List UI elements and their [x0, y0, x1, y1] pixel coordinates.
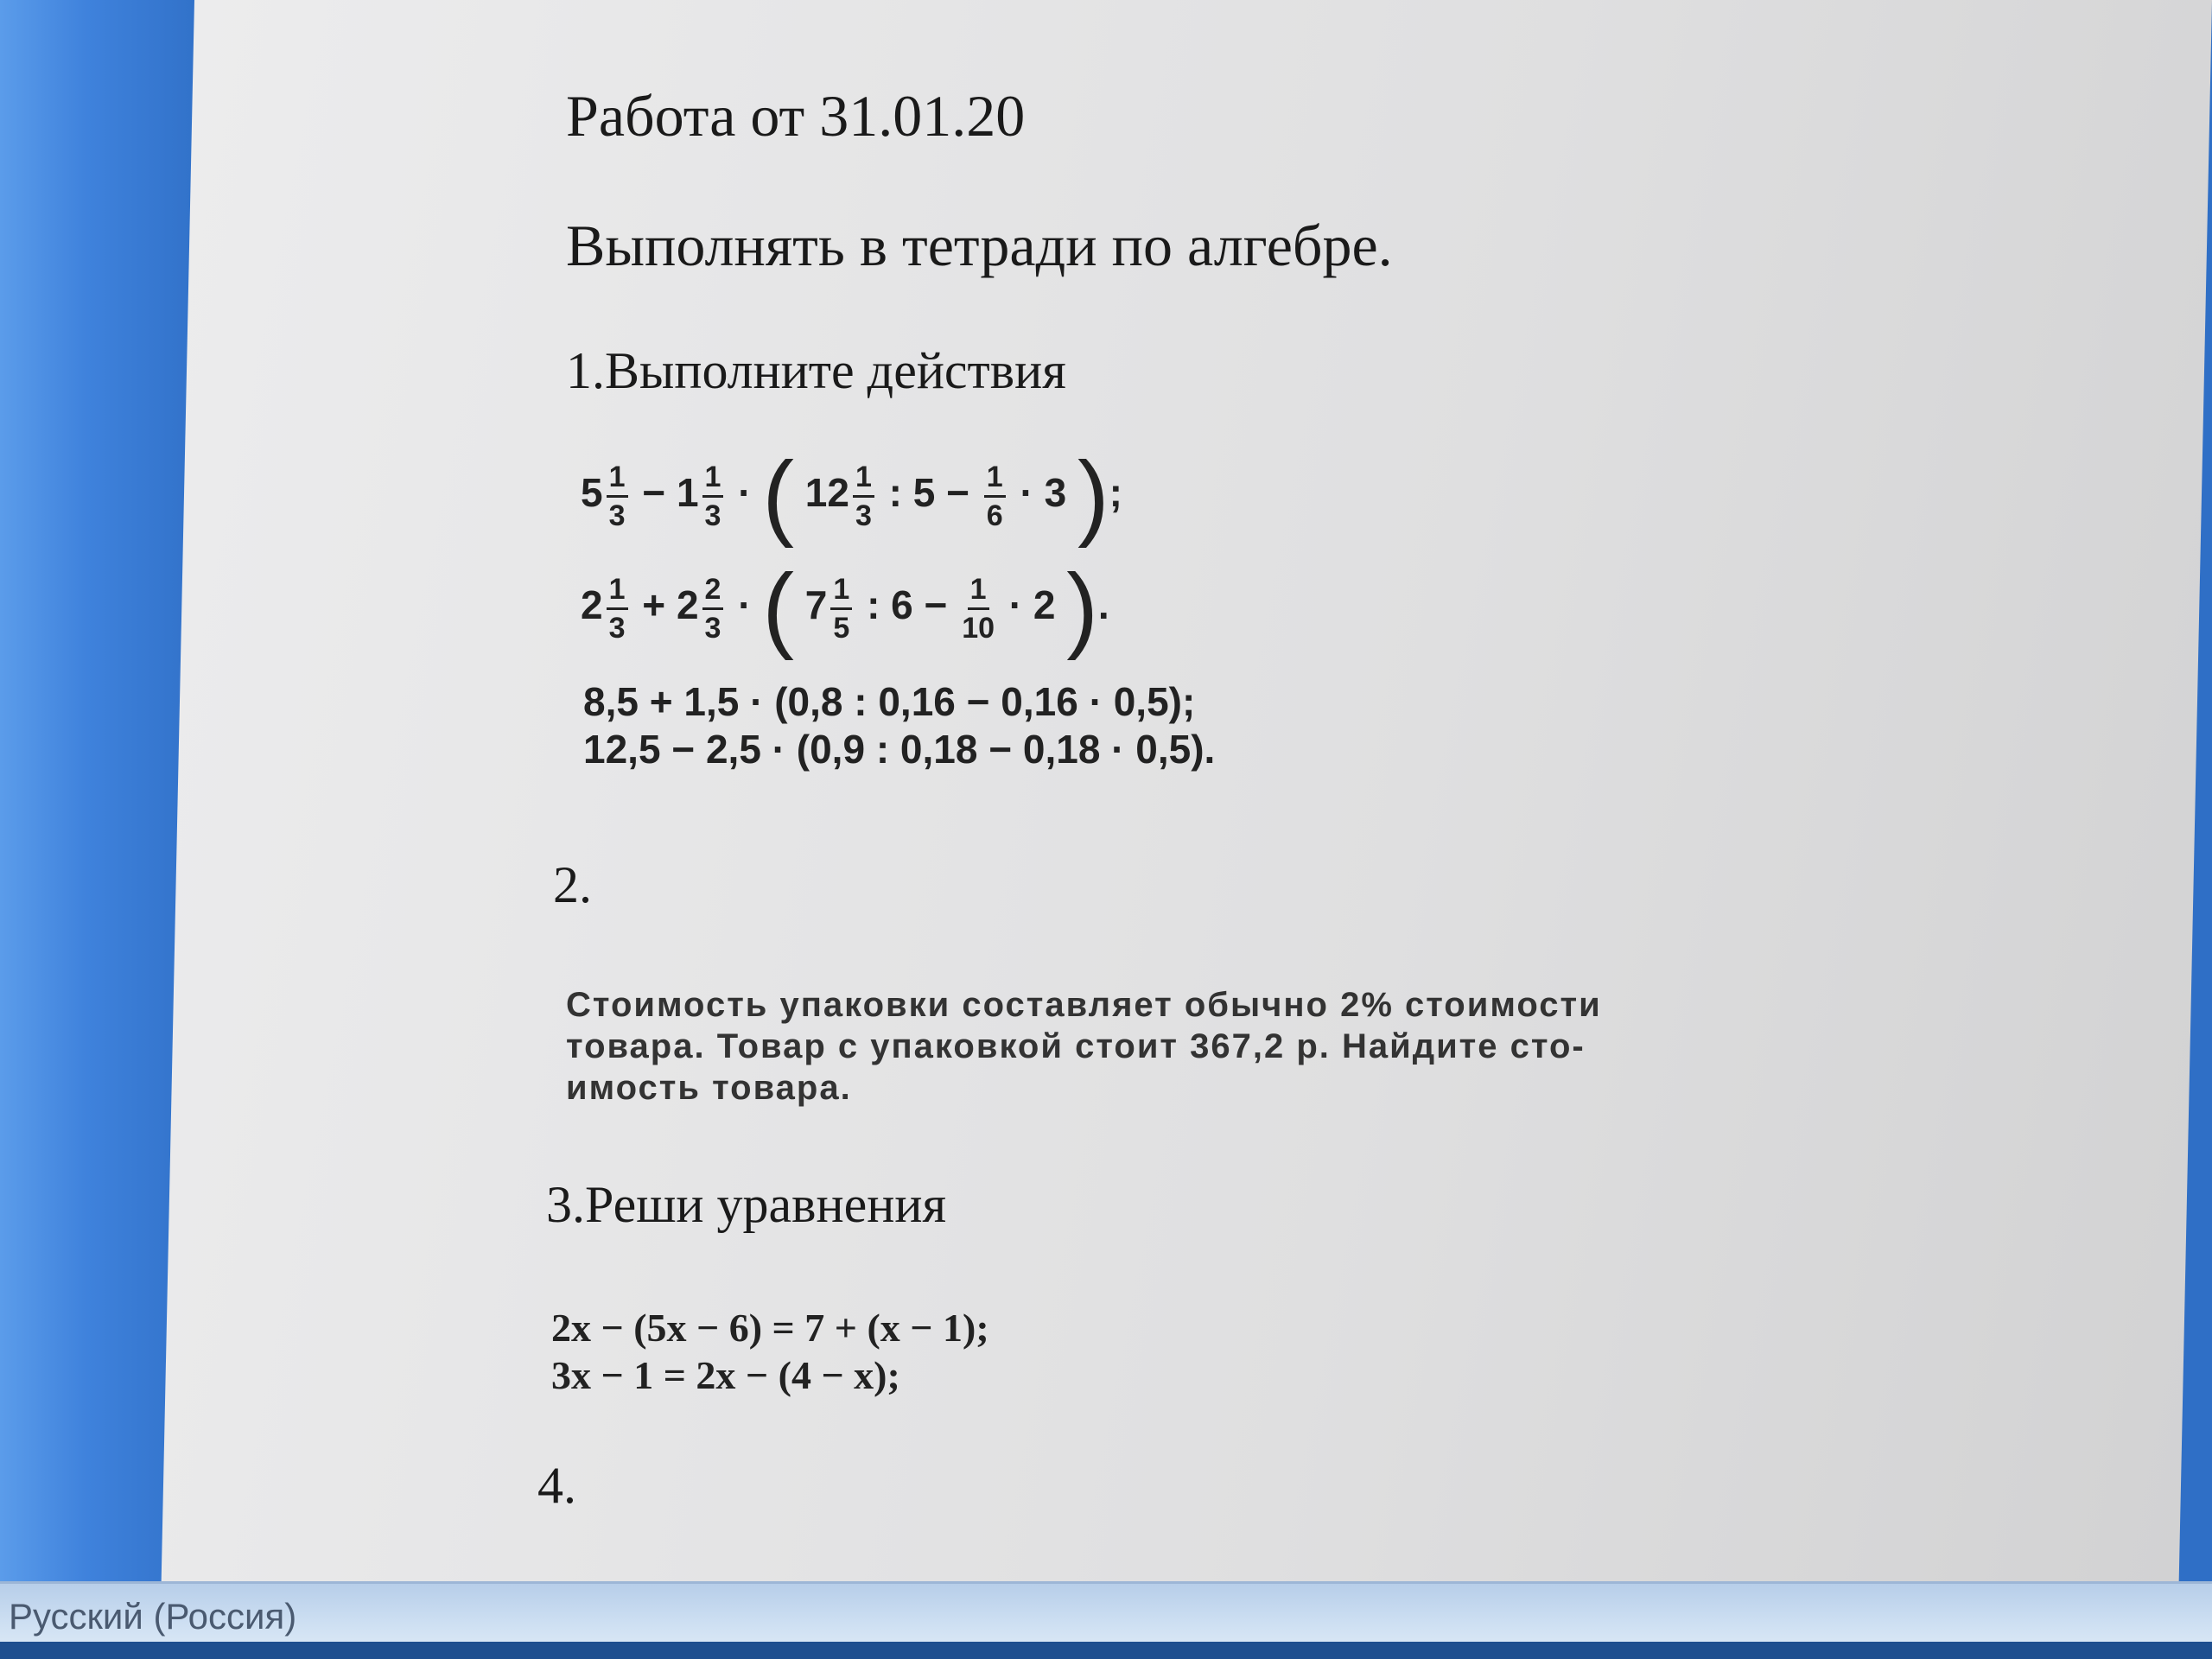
integer-part: 5 [581, 470, 603, 516]
task2-number: 2. [553, 856, 592, 913]
expression-part: : 6 − [867, 582, 948, 628]
document-instruction: Выполнять в тетради по алгебре. [566, 213, 1393, 278]
fraction: $\frac{2}{3}$ [702, 575, 724, 643]
document-title: Работа от 31.01.20 [566, 83, 1026, 149]
integer-part: 2 [581, 582, 603, 628]
operator: − [642, 470, 666, 516]
fraction: $\frac{1}{10}$ [962, 572, 995, 645]
task1-expression-2 [581, 555, 1109, 661]
integer-part: 12 [804, 470, 849, 516]
fraction: $\frac{1}{5}$ [830, 575, 852, 643]
fraction: $\frac{1}{3}$ [607, 575, 628, 643]
integer-part: 1 [676, 470, 699, 516]
task1-heading: 1.Выполните действия [566, 342, 1066, 399]
task1-expression-1 [581, 442, 1122, 549]
language-indicator[interactable]: Русский (Россия) [9, 1596, 297, 1637]
punctuation: . [1097, 582, 1109, 628]
taskbar-edge [0, 1642, 2212, 1659]
fraction: $\frac{1}{3}$ [607, 462, 628, 531]
punctuation: ; [1109, 470, 1122, 516]
expression-part: · 2 [1008, 582, 1056, 628]
right-paren: ) [1077, 442, 1109, 549]
task2-line-1: Стоимость упаковки составляет обычно 2% стоимости [566, 986, 1602, 1024]
task2-line-2: товара. Товар с упаковкой стоит 367,2 р. Найдите сто- [566, 1027, 1586, 1065]
task2-line-3: имость товара. [566, 1069, 852, 1107]
task3-equation-2: 3x − 1 = 2x − (4 − x); [551, 1353, 900, 1397]
integer-part: 7 [804, 582, 828, 628]
expression-part: : 5 − [888, 470, 969, 516]
left-paren: ( [762, 442, 794, 549]
task4-number: 4. [537, 1457, 576, 1514]
task3-heading: 3.Реши уравнения [546, 1176, 947, 1233]
operator: + [642, 582, 666, 628]
task1-expression-3: 8,5 + 1,5 · (0,8 : 0,16 − 0,16 · 0,5); [583, 679, 1196, 724]
task3-equation-1: 2x − (5x − 6) = 7 + (x − 1); [551, 1306, 989, 1350]
integer-part: 2 [676, 582, 699, 628]
operator: · [738, 470, 752, 516]
operator: · [738, 582, 752, 628]
right-paren: ) [1066, 555, 1098, 661]
task1-expression-4: 12,5 − 2,5 · (0,9 : 0,18 − 0,18 · 0,5). [583, 727, 1216, 772]
fraction: $\frac{1}{3}$ [853, 462, 874, 531]
fraction: $\frac{1}{3}$ [702, 462, 724, 531]
expression-part: · 3 [1020, 470, 1067, 516]
fraction: $\frac{1}{6}$ [984, 462, 1006, 531]
left-paren: ( [762, 555, 794, 661]
